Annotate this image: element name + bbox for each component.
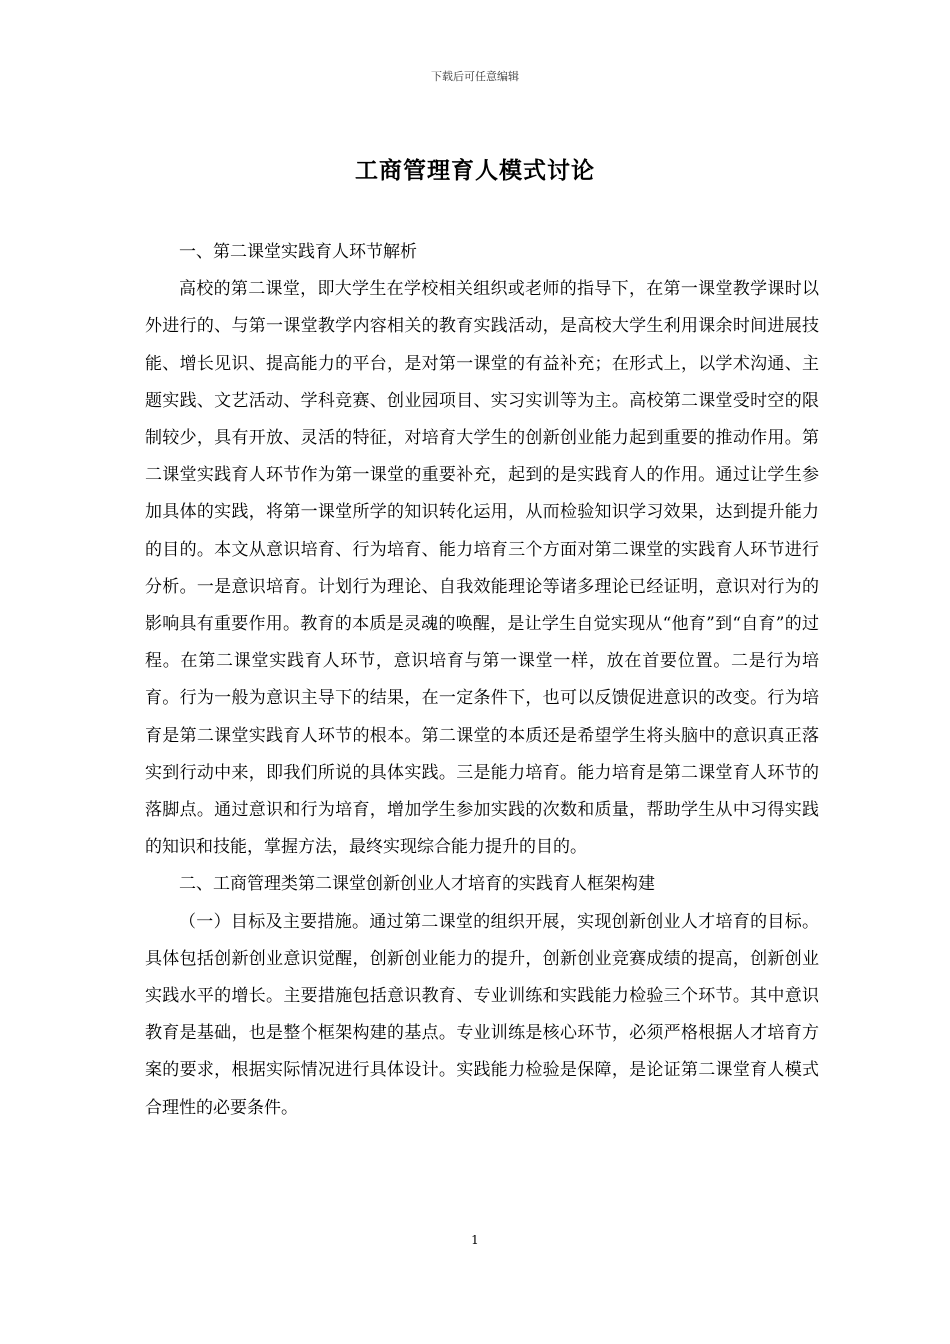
document-title: 工商管理育人模式讨论 — [355, 157, 595, 184]
page-header-note: 下载后可任意编辑 — [431, 70, 519, 83]
body-paragraph-2: （一）目标及主要措施。通过第二课堂的组织开展，实现创新创业人才培育的目标。具体包括创新创业意识觉醒，创新创业能力的提升，创新创业竞赛成绩的提高，创新创业实践水平的增长。主要措施包括意识教育、专业训练和实践能力检验三个环节。其中意识教育是基础，也是整个框架构建的基点。专业训练是核心环节，必须严格根据人才培育方案的要求，根据实际情况进行具体设计。实践能力检验是保障，是论证第二课堂育人模式合理性的必要条件。 — [145, 911, 819, 1118]
document-body — [145, 234, 819, 1127]
section-heading-1: 一、第二课堂实践育人环节解析 — [179, 242, 417, 262]
body-paragraph-1: 高校的第二课堂，即大学生在学校相关组织或老师的指导下，在第一课堂教学课时以外进行的、与第一课堂教学内容相关的教育实践活动，是高校大学生利用课余时间进展技能、增长见识、提高能力的平台，是对第一课堂的有益补充；在形式上，以学术沟通、主题实践、文艺活动、学科竞赛、创业园项目、实习实训等为主。高校第二课堂受时空的限制较少，具有开放、灵活的特征，对培育大学生的创新创业能力起到重要的推动作用。第二课堂实践育人环节作为第一课堂的重要补充，起到的是实践育人的作用。通过让学生参加具体的实践，将第一课堂所学的知识转化运用，从而检验知识学习效果，达到提升能力的目的。本文从意识培育、行为培育、能力培育三个方面对第二课堂的实践育人环节进行分析。一是意识培育。计划行为理论、自我效能理论等诸多理论已经证明，意识对行为的影响具有重要作用。教育的本质是灵魂的唤醒，是让学生自觉实现从“他育”到“自育”的过程。在第二课堂实践育人环节，意识培育与第一课堂一样，放在首要位置。二是行为培育。行为一般为意识主导下的结果，在一定条件下，也可以反馈促进意识的改变。行为培育是第二课堂实践育人环节的根本。第二课堂的本质还是希望学生将头脑中的意识真正落实到行动中来，即我们所说的具体实践。三是能力培育。能力培育是第二课堂育人环节的落脚点。通过意识和行为培育，增加学生参加实践的次数和质量，帮助学生从中习得实践的知识和技能，掌握方法，最终实现综合能力提升的目的。 — [145, 279, 819, 858]
section-heading-2: 二、工商管理类第二课堂创新创业人才培育的实践育人框架构建 — [179, 874, 655, 895]
page-number: 1 — [471, 1233, 479, 1247]
